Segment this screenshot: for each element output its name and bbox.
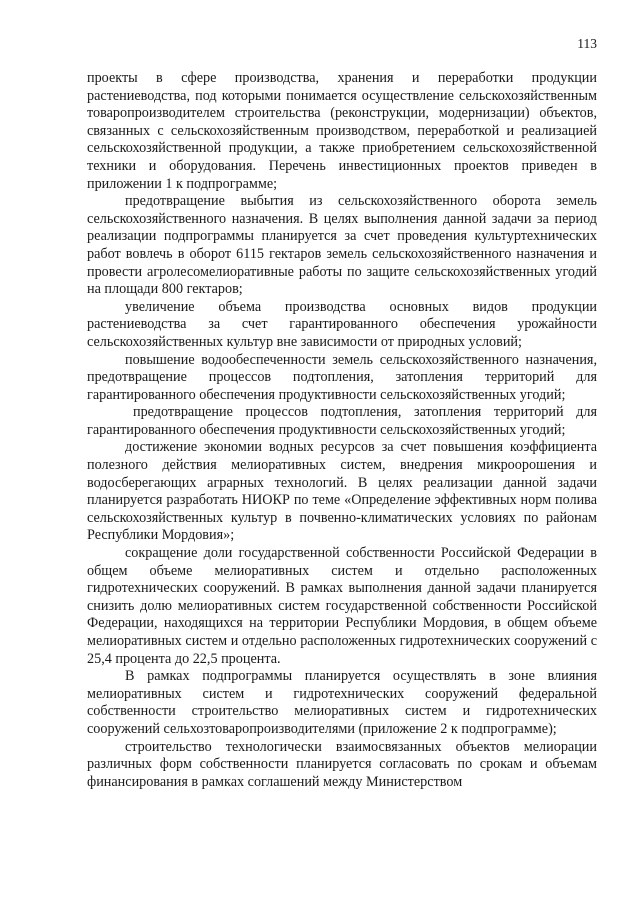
paragraph-production-increase: увеличение объема производства основных видов продукции растениеводства за счет гарантированного обеспечения урожайности сельскохозяйственных культур вне зависимости от природных условий; — [87, 298, 597, 350]
paragraph-state-ownership: сокращение доли государственной собственности Российской Федерации в общем объеме мелиоративных систем и отдельно расположенных гидротехнических сооружений. В рамках выполнения данной задачи планируется снизить долю мелиоративных систем государственной собственности Российской Федерации, находящихся на территории Республики Мордовия, в общем объеме мелиоративных систем и отдельно расположенных гидротехнических сооружений с 25,4 процента до 22,5 процента. — [87, 545, 597, 667]
paragraph-water-supply: повышение водообеспеченности земель сельскохозяйственного назначения, предотвращение процессов подтопления, затопления территорий для гарантированного обеспечения продуктивности сельскохозяйственных угодий; — [87, 351, 597, 403]
paragraph-land-preservation: предотвращение выбытия из сельскохозяйственного оборота земель сельскохозяйственного назначения. В целях выполнения данной задачи за период реализации подпрограммы планируется за счет проведения культуртехнических работ вовлечь в оборот 6115 гектаров земель сельскохозяйственного назначения и провести агролесомелиоративные работы по защите сельскохозяйственных угодий на площади 800 гектаров; — [87, 193, 597, 298]
paragraph-construction-coordination: строительство технологически взаимосвязанных объектов мелиорации различных форм собственности планируется согласовать по срокам и объемам финансирования в рамках соглашений между Министерством — [87, 738, 597, 790]
body-text — [87, 70, 597, 791]
page-number: 113 — [577, 36, 597, 51]
paragraph-flood-prevention: предотвращение процессов подтопления, затопления территорий для гарантированного обеспечения продуктивности сельскохозяйственных угодий; — [87, 404, 597, 438]
paragraph-water-economy: достижение экономии водных ресурсов за счет повышения коэффициента полезного действия мелиоративных систем, внедрения микроорошения и водосберегающих аграрных технологий. В целях реализации данной задачи планируется разработать НИОКР по теме «Определение эффективных норм полива сельскохозяйственных культур в почвенно-климатических условиях по районам Республики Мордовия»; — [87, 439, 597, 544]
paragraph-investment-projects: проекты в сфере производства, хранения и переработки продукции растениеводства, под которыми понимается осуществление сельскохозяйственным товаропроизводителем строительства (реконструкции, модернизации) объектов, связанных с сельскохозяйственным производством, переработкой и реализацией сельскохозяйственной продукции, а также приобретением сельскохозяйственной техники и оборудования. Перечень инвестиционных проектов приведен в приложении 1 к подпрограмме; — [87, 70, 597, 192]
paragraph-federal-systems: В рамках подпрограммы планируется осуществлять в зоне влияния мелиоративных систем и гидротехнических сооружений федеральной собственности строительство мелиоративных систем и гидротехнических сооружений сельхозтоваропроизводителями (приложение 2 к подпрограмме); — [87, 668, 597, 737]
